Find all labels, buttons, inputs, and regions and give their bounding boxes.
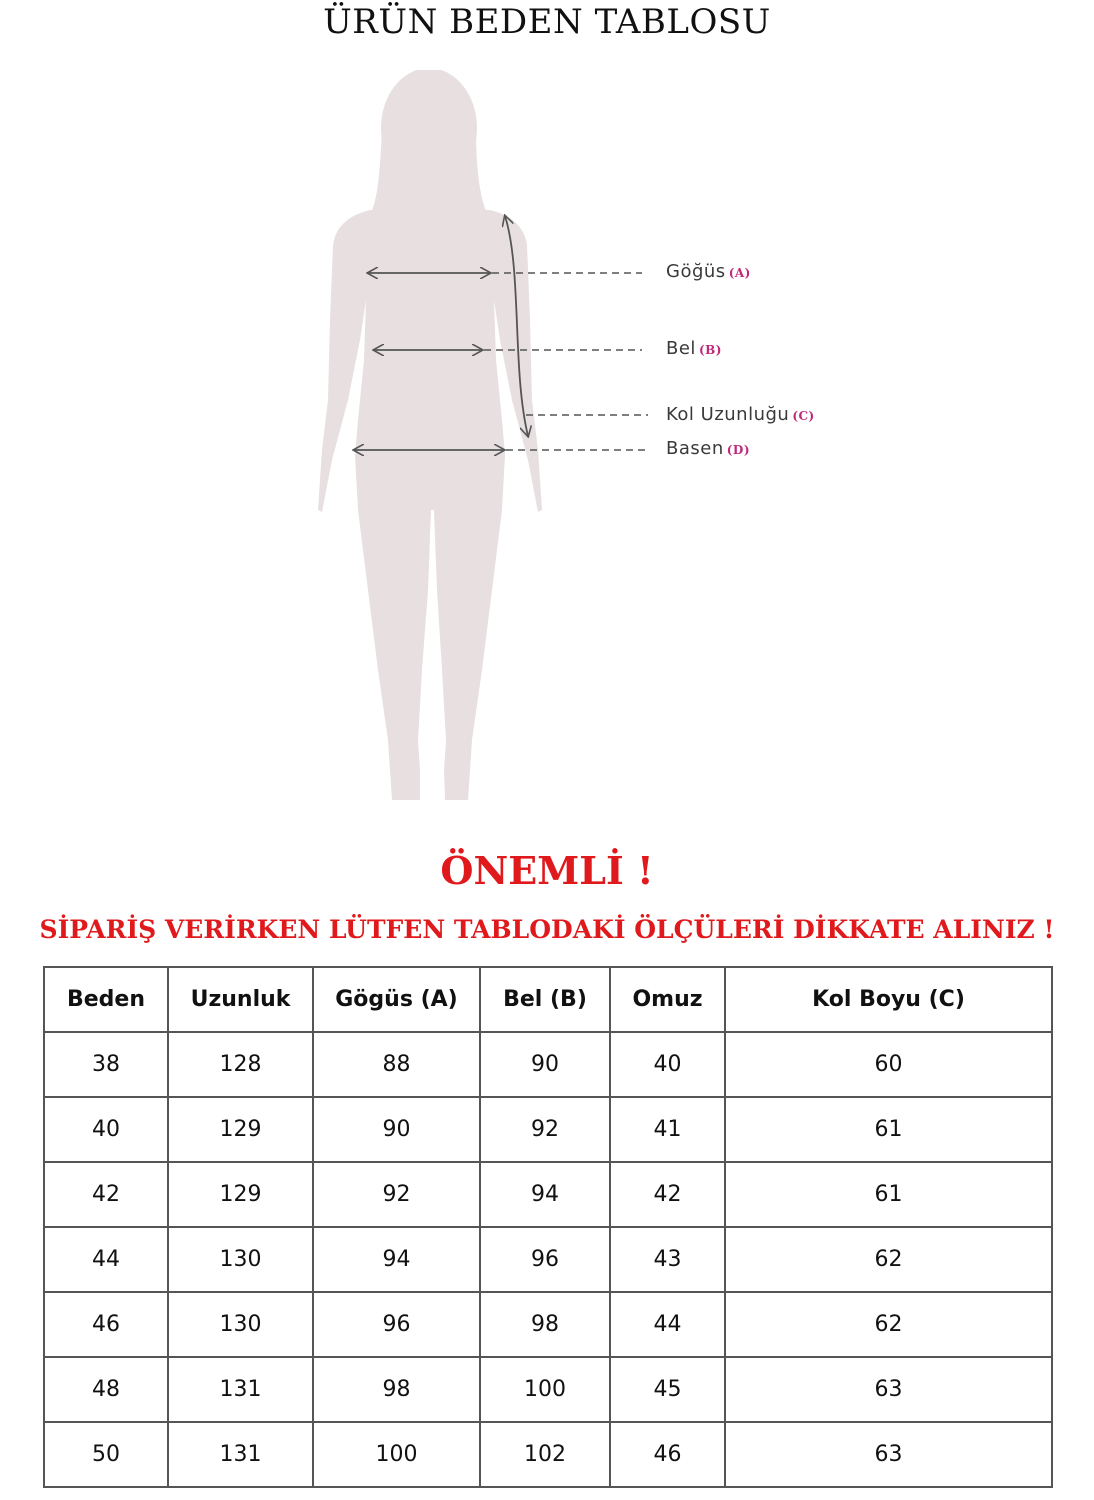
table-cell: 62 <box>725 1292 1052 1357</box>
table-cell: 48 <box>44 1357 168 1422</box>
table-cell: 62 <box>725 1227 1052 1292</box>
table-cell: 94 <box>480 1162 610 1227</box>
table-cell: 46 <box>610 1422 725 1487</box>
table-cell: 88 <box>313 1032 480 1097</box>
table-cell: 90 <box>480 1032 610 1097</box>
table-cell: 129 <box>168 1162 313 1227</box>
arm-length-label <box>666 404 815 425</box>
header-kol-boyu: Kol Boyu (C) <box>725 967 1052 1032</box>
chest-label-letter: (A) <box>728 266 751 280</box>
table-cell: 128 <box>168 1032 313 1097</box>
table-cell: 63 <box>725 1422 1052 1487</box>
table-cell: 50 <box>44 1422 168 1487</box>
size-table <box>43 966 1053 1488</box>
header-bel: Bel (B) <box>480 967 610 1032</box>
table-cell: 43 <box>610 1227 725 1292</box>
table-cell: 94 <box>313 1227 480 1292</box>
table-cell: 45 <box>610 1357 725 1422</box>
table-cell: 96 <box>313 1292 480 1357</box>
table-cell: 44 <box>610 1292 725 1357</box>
table-cell: 60 <box>725 1032 1052 1097</box>
table-cell: 92 <box>313 1162 480 1227</box>
waist-label-name: Bel <box>666 338 696 359</box>
table-cell: 63 <box>725 1357 1052 1422</box>
waist-label-letter: (B) <box>698 343 722 357</box>
header-omuz: Omuz <box>610 967 725 1032</box>
table-cell: 98 <box>313 1357 480 1422</box>
table-cell: 92 <box>480 1097 610 1162</box>
important-heading: ÖNEMLİ ! <box>440 848 654 893</box>
important-notice-text: SİPARİŞ VERİRKEN LÜTFEN TABLODAKİ ÖLÇÜLERİ DİKKATE ALINIZ ! <box>39 915 1055 944</box>
table-cell: 96 <box>480 1227 610 1292</box>
table-row <box>44 1032 1052 1097</box>
table-row <box>44 1162 1052 1227</box>
table-row <box>44 1292 1052 1357</box>
table-cell: 129 <box>168 1097 313 1162</box>
hip-label <box>666 438 750 459</box>
arm-length-label-name: Kol Uzunluğu <box>666 404 790 425</box>
table-cell: 40 <box>610 1032 725 1097</box>
table-header-row <box>44 967 1052 1032</box>
table-cell: 38 <box>44 1032 168 1097</box>
table-cell: 100 <box>480 1357 610 1422</box>
table-cell: 44 <box>44 1227 168 1292</box>
table-cell: 98 <box>480 1292 610 1357</box>
hip-label-letter: (D) <box>726 443 751 457</box>
table-cell: 131 <box>168 1357 313 1422</box>
header-uzunluk: Uzunluk <box>168 967 313 1032</box>
hip-label-name: Basen <box>666 438 724 459</box>
chest-label-name: Göğüs <box>666 261 726 282</box>
arm-length-label-letter: (C) <box>792 409 815 423</box>
table-cell: 40 <box>44 1097 168 1162</box>
table-row <box>44 1357 1052 1422</box>
table-row <box>44 1422 1052 1487</box>
table-cell: 100 <box>313 1422 480 1487</box>
table-cell: 90 <box>313 1097 480 1162</box>
table-cell: 42 <box>44 1162 168 1227</box>
measurement-diagram <box>300 70 860 810</box>
waist-label <box>666 338 722 359</box>
table-cell: 130 <box>168 1292 313 1357</box>
table-cell: 61 <box>725 1097 1052 1162</box>
table-cell: 42 <box>610 1162 725 1227</box>
table-cell: 102 <box>480 1422 610 1487</box>
header-gogus: Gögüs (A) <box>313 967 480 1032</box>
body-silhouette <box>300 70 860 810</box>
table-cell: 130 <box>168 1227 313 1292</box>
page-title: ÜRÜN BEDEN TABLOSU <box>323 2 771 42</box>
table-cell: 41 <box>610 1097 725 1162</box>
chest-label <box>666 261 751 282</box>
table-row <box>44 1227 1052 1292</box>
header-beden: Beden <box>44 967 168 1032</box>
table-cell: 61 <box>725 1162 1052 1227</box>
table-cell: 46 <box>44 1292 168 1357</box>
table-row <box>44 1097 1052 1162</box>
table-cell: 131 <box>168 1422 313 1487</box>
